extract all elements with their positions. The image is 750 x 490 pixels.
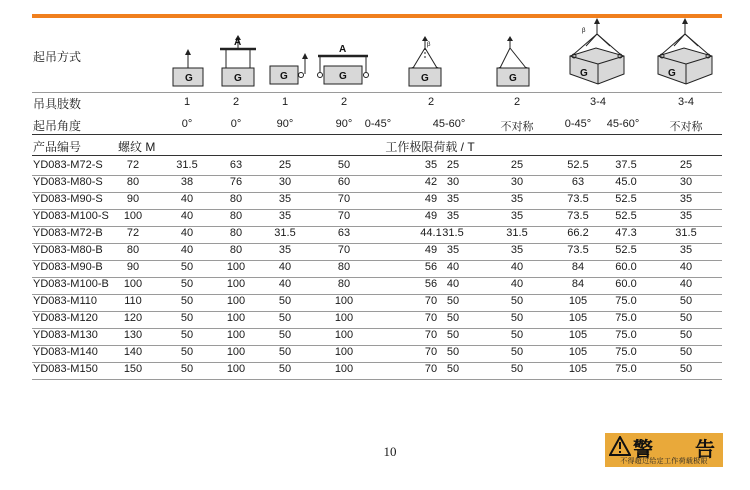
load-cell: 50 <box>278 346 292 358</box>
warning-char-1: 警 <box>633 439 653 461</box>
load-cell: 70 <box>424 363 438 375</box>
load-cell: 100 <box>226 295 246 307</box>
legs-value: 2 <box>513 96 521 108</box>
thread-header: 螺纹 M <box>118 140 156 154</box>
load-cell: 80 <box>229 193 243 205</box>
load-cell: 35 <box>278 244 292 256</box>
load-cell: 50 <box>679 363 693 375</box>
two-leg-beam-vertical-diagram <box>218 34 258 88</box>
load-cell: 49 <box>424 193 438 205</box>
load-cell: 100 <box>226 363 246 375</box>
product-code-cell: YD083-M90-B <box>33 261 103 273</box>
load-cell: 70 <box>424 295 438 307</box>
thread-cell: 80 <box>126 244 140 256</box>
load-cell: 35 <box>424 159 438 171</box>
load-cell: 100 <box>334 312 354 324</box>
thread-cell: 72 <box>126 159 140 171</box>
load-cell: 76 <box>229 176 243 188</box>
load-cell: 75.0 <box>615 346 637 358</box>
product-code-cell: YD083-M72-B <box>33 227 103 239</box>
load-cell: 50 <box>679 312 693 324</box>
load-cell: 35 <box>510 193 524 205</box>
load-cell: 30 <box>278 176 292 188</box>
product-code-cell: YD083-M140 <box>33 346 98 358</box>
load-cell: 38 <box>180 176 194 188</box>
lifting-method-label: 起吊方式 <box>33 50 82 64</box>
thread-cell: 150 <box>123 363 143 375</box>
load-cell: 37.5 <box>615 159 637 171</box>
angle-value: 90° <box>335 118 353 130</box>
load-cell: 63 <box>337 227 351 239</box>
warning-triangle-icon <box>609 436 631 456</box>
svg-text:A: A <box>234 37 242 48</box>
load-cell: 50 <box>510 312 524 324</box>
load-cell: 100 <box>334 363 354 375</box>
load-cell: 40 <box>278 278 292 290</box>
two-leg-angled-diagram <box>405 36 445 88</box>
load-cell: 44.1 <box>420 227 442 239</box>
load-cell: 35 <box>510 244 524 256</box>
row-divider <box>32 379 722 380</box>
load-cell: 52.5 <box>615 193 637 205</box>
load-cell: 105 <box>568 363 588 375</box>
load-cell: 50 <box>446 312 460 324</box>
load-cell: 50 <box>679 329 693 341</box>
load-cell: 31.5 <box>675 227 697 239</box>
divider <box>32 155 722 156</box>
load-cell: 25 <box>679 159 693 171</box>
multi-leg-angled-diagram <box>566 18 628 88</box>
svg-text:G: G <box>185 73 193 84</box>
load-cell: 100 <box>334 346 354 358</box>
load-cell: 50 <box>180 329 194 341</box>
load-cell: 50 <box>446 346 460 358</box>
load-cell: 35 <box>510 210 524 222</box>
load-cell: 80 <box>229 210 243 222</box>
load-cell: 100 <box>334 295 354 307</box>
single-leg-vertical-diagram <box>170 48 206 88</box>
load-cell: 50 <box>278 363 292 375</box>
divider <box>32 92 722 93</box>
load-cell: 40 <box>510 278 524 290</box>
load-cell: 42 <box>424 176 438 188</box>
load-cell: 35 <box>679 193 693 205</box>
legs-value: 3-4 <box>678 96 694 108</box>
svg-text:G: G <box>234 73 242 84</box>
load-cell: 63 <box>229 159 243 171</box>
load-cell: 40 <box>278 261 292 273</box>
product-code-cell: YD083-M100-S <box>33 210 109 222</box>
product-code-cell: YD083-M80-S <box>33 176 103 188</box>
load-cell: 31.5 <box>442 227 464 239</box>
load-cell: 40 <box>180 210 194 222</box>
load-cell: 70 <box>337 244 351 256</box>
product-code-cell: YD083-M120 <box>33 312 98 324</box>
load-cell: 63 <box>571 176 585 188</box>
load-cell: 50 <box>679 346 693 358</box>
load-cell: 50 <box>510 346 524 358</box>
product-code-cell: YD083-M72-S <box>33 159 103 171</box>
load-cell: 73.5 <box>567 244 589 256</box>
svg-text:β: β <box>427 42 431 48</box>
thread-cell: 100 <box>123 210 143 222</box>
thread-cell: 140 <box>123 346 143 358</box>
load-cell: 100 <box>334 329 354 341</box>
load-cell: 49 <box>424 244 438 256</box>
load-cell: 50 <box>679 295 693 307</box>
svg-text:G: G <box>421 73 429 84</box>
legs-value: 2 <box>427 96 435 108</box>
legs-value: 1 <box>281 96 289 108</box>
load-cell: 73.5 <box>567 193 589 205</box>
thread-cell: 90 <box>126 193 140 205</box>
product-code-cell: YD083-M130 <box>33 329 98 341</box>
angle-value: 45-60° <box>432 118 466 130</box>
load-cell: 60 <box>337 176 351 188</box>
svg-text:A: A <box>339 44 347 55</box>
load-cell: 40 <box>446 261 460 273</box>
svg-text:G: G <box>580 68 588 79</box>
svg-text:G: G <box>339 71 347 82</box>
load-cell: 100 <box>226 312 246 324</box>
sling-legs-label: 吊具肢数 <box>33 97 82 111</box>
load-cell: 35 <box>278 193 292 205</box>
load-cell: 84 <box>571 261 585 273</box>
working-load-limit-header: 工作极限荷载 / T <box>385 140 475 154</box>
thread-cell: 130 <box>123 329 143 341</box>
two-leg-beam-side-diagram <box>316 44 370 88</box>
load-cell: 45.0 <box>615 176 637 188</box>
legs-value: 3-4 <box>590 96 606 108</box>
load-cell: 50 <box>180 278 194 290</box>
thread-cell: 100 <box>123 278 143 290</box>
load-cell: 70 <box>424 346 438 358</box>
thread-cell: 110 <box>124 295 142 307</box>
thread-cell: 120 <box>123 312 143 324</box>
load-cell: 50 <box>180 346 194 358</box>
lifting-angle-label: 起吊角度 <box>33 119 82 133</box>
multi-leg-asymmetric-diagram <box>654 18 716 88</box>
load-cell: 105 <box>568 346 588 358</box>
load-cell: 35 <box>446 244 460 256</box>
load-cell: 40 <box>180 227 194 239</box>
angle-value: 0° <box>230 118 242 130</box>
warning-char-2: 告 <box>695 439 715 461</box>
load-cell: 35 <box>446 193 460 205</box>
load-cell: 25 <box>510 159 524 171</box>
load-cell: 105 <box>568 312 588 324</box>
load-cell: 35 <box>446 210 460 222</box>
svg-text:β: β <box>582 28 586 34</box>
angle-value: 90° <box>276 118 294 130</box>
product-code-cell: YD083-M150 <box>33 363 98 375</box>
divider <box>32 134 722 135</box>
load-cell: 40 <box>180 244 194 256</box>
load-cell: 75.0 <box>615 295 637 307</box>
load-cell: 66.2 <box>567 227 589 239</box>
load-cell: 40 <box>446 278 460 290</box>
single-leg-side-diagram <box>269 52 311 88</box>
svg-text:G: G <box>280 71 288 82</box>
load-cell: 52.5 <box>567 159 589 171</box>
load-cell: 50 <box>278 295 292 307</box>
load-cell: 70 <box>424 312 438 324</box>
load-cell: 40 <box>510 261 524 273</box>
load-cell: 52.5 <box>615 244 637 256</box>
load-cell: 40 <box>679 278 693 290</box>
angle-value: 45-60° <box>606 118 640 130</box>
angle-value: 不对称 <box>669 121 703 133</box>
load-cell: 31.5 <box>506 227 528 239</box>
legs-value: 2 <box>340 96 348 108</box>
load-cell: 80 <box>337 261 351 273</box>
load-cell: 50 <box>510 363 524 375</box>
load-cell: 50 <box>278 329 292 341</box>
load-cell: 50 <box>446 329 460 341</box>
load-cell: 73.5 <box>567 210 589 222</box>
load-cell: 50 <box>510 329 524 341</box>
load-cell: 75.0 <box>615 329 637 341</box>
load-cell: 80 <box>337 278 351 290</box>
load-cell: 80 <box>229 227 243 239</box>
product-code-cell: YD083-M80-B <box>33 244 103 256</box>
load-cell: 35 <box>278 210 292 222</box>
load-cell: 105 <box>568 295 588 307</box>
angle-value: 0° <box>181 118 193 130</box>
load-cell: 56 <box>424 278 438 290</box>
product-code-cell: YD083-M110 <box>33 295 97 307</box>
load-cell: 47.3 <box>615 227 637 239</box>
angle-value: 0-45° <box>364 118 392 130</box>
load-cell: 30 <box>446 176 460 188</box>
load-cell: 50 <box>180 363 194 375</box>
load-cell: 50 <box>446 363 460 375</box>
page-number: 10 <box>383 444 397 459</box>
load-cell: 100 <box>226 329 246 341</box>
load-cell: 50 <box>337 159 351 171</box>
product-number-header: 产品编号 <box>33 140 82 154</box>
angle-value: 0-45° <box>564 118 592 130</box>
load-cell: 25 <box>446 159 460 171</box>
load-cell: 50 <box>180 261 194 273</box>
thread-cell: 80 <box>126 176 140 188</box>
load-cell: 50 <box>180 312 194 324</box>
load-cell: 31.5 <box>176 159 198 171</box>
load-cell: 70 <box>337 210 351 222</box>
angle-value: 不对称 <box>500 121 534 133</box>
load-cell: 105 <box>568 329 588 341</box>
product-code-cell: YD083-M100-B <box>33 278 109 290</box>
load-cell: 30 <box>510 176 524 188</box>
load-cell: 30 <box>679 176 693 188</box>
load-cell: 84 <box>571 278 585 290</box>
load-cell: 25 <box>278 159 292 171</box>
product-code-cell: YD083-M90-S <box>33 193 103 205</box>
load-cell: 80 <box>229 244 243 256</box>
load-cell: 100 <box>226 278 246 290</box>
load-cell: 50 <box>278 312 292 324</box>
load-cell: 100 <box>226 261 246 273</box>
legs-value: 2 <box>232 96 240 108</box>
svg-text:G: G <box>509 73 517 84</box>
load-cell: 40 <box>180 193 194 205</box>
legs-value: 1 <box>183 96 191 108</box>
load-cell: 75.0 <box>615 363 637 375</box>
load-cell: 49 <box>424 210 438 222</box>
load-cell: 40 <box>679 261 693 273</box>
load-cell: 31.5 <box>274 227 296 239</box>
load-cell: 50 <box>510 295 524 307</box>
load-cell: 50 <box>180 295 194 307</box>
load-cell: 75.0 <box>615 312 637 324</box>
two-leg-asymmetric-diagram <box>494 36 534 88</box>
load-cell: 70 <box>337 193 351 205</box>
load-cell: 35 <box>679 244 693 256</box>
load-cell: 35 <box>679 210 693 222</box>
warning-badge <box>605 433 723 467</box>
load-cell: 52.5 <box>615 210 637 222</box>
load-cell: 56 <box>424 261 438 273</box>
load-cell: 50 <box>446 295 460 307</box>
load-cell: 100 <box>226 346 246 358</box>
load-cell: 60.0 <box>615 278 637 290</box>
thread-cell: 72 <box>126 227 140 239</box>
warning-subtext: 不得超过给定工作荷载极限 <box>620 457 708 465</box>
thread-cell: 90 <box>126 261 140 273</box>
load-cell: 60.0 <box>615 261 637 273</box>
svg-text:G: G <box>668 68 676 79</box>
load-cell: 70 <box>424 329 438 341</box>
